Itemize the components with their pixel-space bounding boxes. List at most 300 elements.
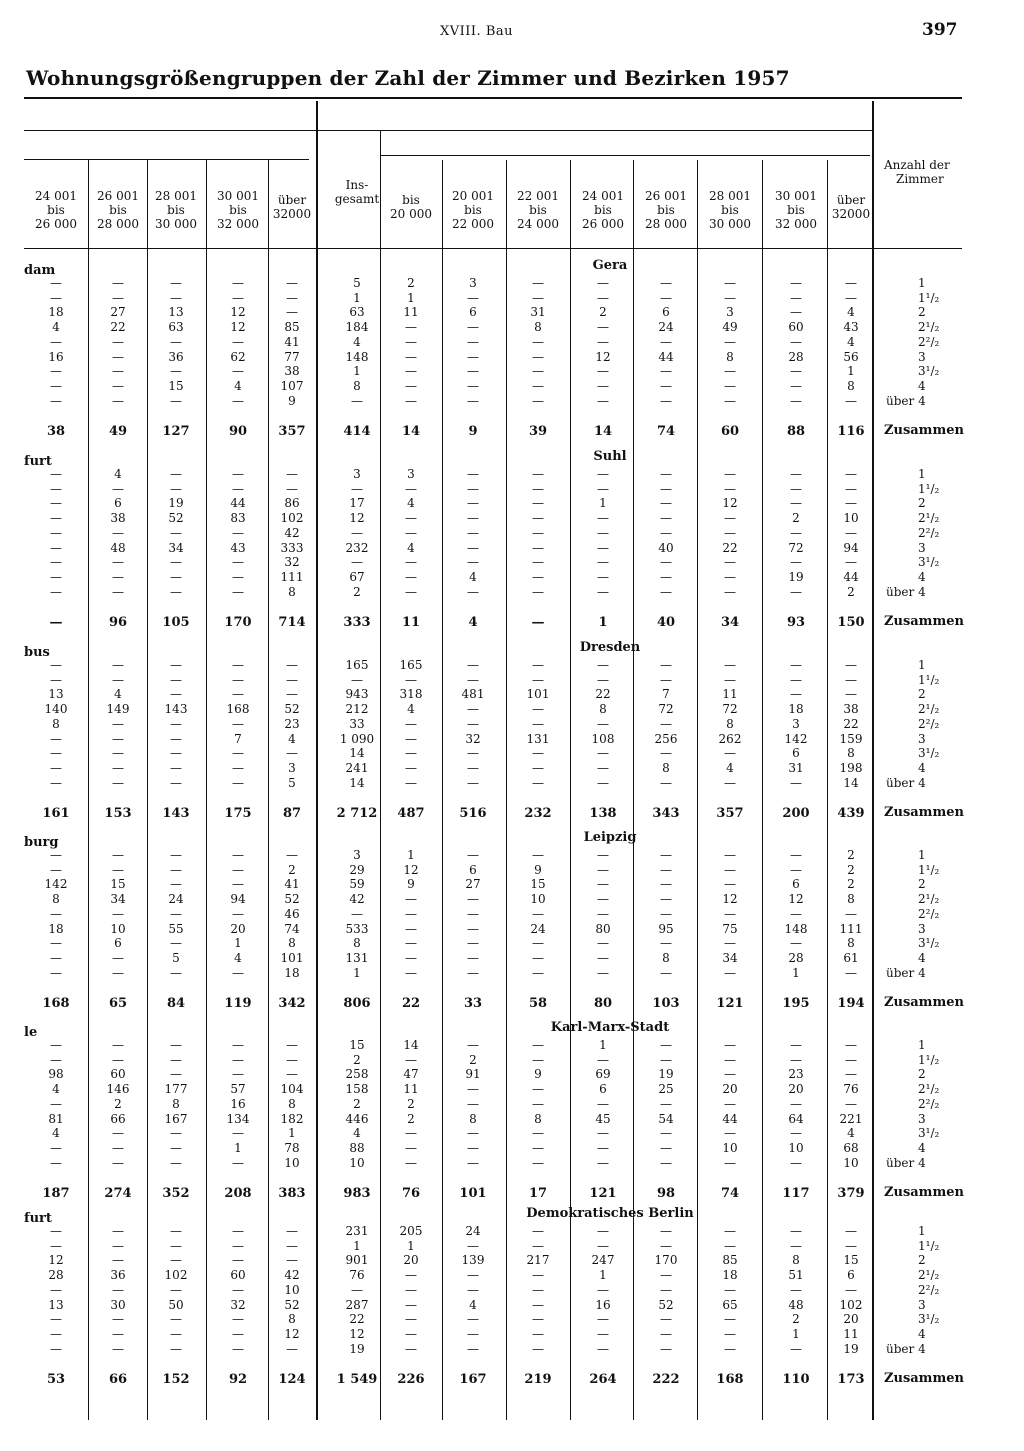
table-cell: — — [232, 481, 244, 496]
table-cell: — — [845, 687, 857, 702]
table-cell: 18 — [722, 1268, 738, 1283]
table-cell: 8 — [792, 1253, 800, 1268]
table-cell: 52 — [284, 1297, 300, 1312]
table-cell: 1 — [847, 364, 855, 379]
table-cell: — — [467, 1341, 479, 1356]
table-cell: 11 — [403, 305, 419, 320]
table-cell: — — [790, 1038, 802, 1052]
table-cell: 29 — [349, 862, 365, 877]
column-header-line: über — [277, 193, 307, 207]
table-cell: 72 — [658, 702, 674, 717]
table-cell: 41 — [284, 334, 300, 349]
table-cell: 481 — [461, 687, 485, 702]
column-header-line: gesamt — [334, 192, 380, 206]
table-cell: 8 — [288, 1096, 296, 1111]
table-cell: — — [405, 481, 417, 496]
table-cell: — — [112, 760, 124, 775]
row-label: 4 — [918, 378, 926, 393]
table-cell: 60 — [788, 320, 804, 335]
row-label: 2²/₂ — [918, 1096, 940, 1111]
table-cell: — — [790, 658, 802, 672]
table-cell: — — [467, 1312, 479, 1327]
table-cell: 33 — [349, 716, 365, 731]
table-cell: — — [50, 584, 62, 599]
table-cell: 78 — [284, 1140, 300, 1155]
table-cell: 198 — [839, 760, 863, 775]
column-header-line: über — [836, 193, 866, 207]
table-cell: — — [724, 290, 736, 305]
table-cell: — — [170, 525, 182, 540]
table-cell: — — [790, 1155, 802, 1170]
table-cell: — — [532, 467, 544, 481]
table-cell: — — [660, 378, 672, 393]
row-label: 1 — [918, 1038, 926, 1052]
table-cell: — — [405, 936, 417, 951]
table-cell: 170 — [654, 1253, 678, 1268]
table-cell: — — [790, 848, 802, 862]
row-label: über 4 — [886, 1341, 926, 1356]
total-cell: 357 — [716, 806, 744, 822]
column-header-line: 30 000 — [155, 217, 197, 231]
table-cell: — — [845, 496, 857, 511]
table-cell: 24 — [658, 320, 674, 335]
table-cell: — — [50, 950, 62, 965]
table-cell: — — [351, 555, 363, 570]
table-cell: 1 — [353, 1238, 361, 1253]
table-cell: — — [532, 658, 544, 672]
table-cell: — — [405, 1268, 417, 1283]
total-cell: 105 — [162, 615, 190, 631]
table-cell: 31 — [788, 760, 804, 775]
table-cell: 8 — [847, 746, 855, 761]
table-cell: 12 — [48, 1253, 64, 1268]
table-cell: 9 — [288, 393, 296, 408]
section-left-label: dam — [24, 263, 56, 278]
total-cell: 168 — [716, 1372, 744, 1388]
table-cell: — — [532, 540, 544, 555]
table-cell: — — [467, 584, 479, 599]
table-cell: — — [532, 1140, 544, 1155]
table-cell: — — [532, 1126, 544, 1141]
table-cell: — — [112, 378, 124, 393]
table-cell: — — [532, 290, 544, 305]
table-cell: — — [845, 672, 857, 687]
total-cell: 983 — [343, 1186, 371, 1202]
table-cell: 4 — [726, 760, 734, 775]
table-cell: — — [405, 950, 417, 965]
table-cell: — — [112, 862, 124, 877]
table-cell: 12 — [788, 892, 804, 907]
table-cell: 13 — [48, 1297, 64, 1312]
column-header-line: 32000 — [272, 207, 312, 221]
page-number: 397 — [922, 20, 958, 40]
table-cell: — — [660, 555, 672, 570]
table-cell: — — [467, 467, 479, 481]
total-cell: 80 — [593, 996, 613, 1012]
table-cell: 88 — [349, 1140, 365, 1155]
section-left-label: le — [24, 1025, 38, 1040]
table-cell: — — [790, 481, 802, 496]
row-label: 2²/₂ — [918, 716, 940, 731]
table-cell: — — [467, 702, 479, 717]
table-cell: — — [50, 1038, 62, 1052]
table-cell: — — [467, 906, 479, 921]
table-cell: — — [532, 702, 544, 717]
table-cell: 15 — [843, 1253, 859, 1268]
table-cell: 22 — [722, 540, 738, 555]
table-cell: 8 — [534, 320, 542, 335]
table-cell: 91 — [465, 1067, 481, 1082]
table-cell: 74 — [284, 921, 300, 936]
table-cell: 4 — [407, 540, 415, 555]
table-cell: 8 — [847, 936, 855, 951]
table-cell: 66 — [110, 1111, 126, 1126]
table-cell: 159 — [839, 731, 863, 746]
total-cell: 66 — [108, 1372, 128, 1388]
table-cell: 158 — [345, 1082, 369, 1097]
table-cell: 1 — [353, 965, 361, 980]
table-cell: — — [467, 525, 479, 540]
table-cell: 2 — [847, 862, 855, 877]
table-cell: — — [724, 1067, 736, 1082]
table-cell: 2 — [407, 276, 415, 290]
column-header-line: 26 001 — [97, 189, 139, 203]
table-cell: — — [532, 496, 544, 511]
total-cell: 152 — [162, 1372, 190, 1388]
table-cell: 6 — [469, 862, 477, 877]
column-header — [573, 189, 633, 231]
table-cell: 134 — [226, 1111, 250, 1126]
total-cell: 2 712 — [336, 806, 378, 822]
table-cell: — — [170, 687, 182, 702]
table-cell: 111 — [280, 569, 304, 584]
table-cell: — — [232, 1126, 244, 1141]
table-cell: — — [170, 584, 182, 599]
table-cell: — — [50, 555, 62, 570]
table-cell: 1 — [234, 1140, 242, 1155]
total-cell: 138 — [589, 806, 617, 822]
table-cell: — — [597, 555, 609, 570]
total-label: Zusammen — [884, 423, 964, 439]
table-cell: — — [170, 1155, 182, 1170]
table-cell: — — [467, 290, 479, 305]
table-cell: 61 — [843, 950, 859, 965]
table-cell: — — [467, 378, 479, 393]
table-cell: — — [50, 511, 62, 526]
table-cell: — — [112, 525, 124, 540]
table-cell: — — [50, 364, 62, 379]
table-cell: 11 — [403, 1082, 419, 1097]
table-cell: 9 — [407, 877, 415, 892]
table-cell: — — [660, 877, 672, 892]
table-cell: — — [724, 364, 736, 379]
table-cell: — — [790, 1052, 802, 1067]
table-cell: 65 — [722, 1297, 738, 1312]
column-header-line: 26 000 — [582, 217, 624, 231]
table-cell: 38 — [110, 511, 126, 526]
table-cell: 98 — [48, 1067, 64, 1082]
table-cell: — — [467, 393, 479, 408]
column-header — [208, 189, 268, 231]
total-cell: 439 — [837, 806, 865, 822]
table-cell: 22 — [595, 687, 611, 702]
table-cell: 9 — [534, 862, 542, 877]
table-cell: 38 — [284, 364, 300, 379]
column-header — [26, 189, 86, 231]
table-cell: — — [845, 1238, 857, 1253]
table-cell: — — [112, 1312, 124, 1327]
table-cell: 5 — [172, 950, 180, 965]
table-cell: 149 — [106, 702, 130, 717]
column-header-line: bis — [402, 193, 420, 207]
total-cell: 117 — [782, 1186, 810, 1202]
table-cell: 60 — [110, 1067, 126, 1082]
table-cell: — — [724, 511, 736, 526]
table-cell: — — [597, 290, 609, 305]
table-cell: — — [170, 1312, 182, 1327]
table-cell: — — [170, 862, 182, 877]
table-cell: 23 — [284, 716, 300, 731]
table-cell: — — [232, 1038, 244, 1052]
table-cell: — — [232, 775, 244, 790]
table-cell: 14 — [403, 1038, 419, 1052]
row-label: 4 — [918, 760, 926, 775]
row-label: 2 — [918, 877, 926, 892]
table-cell: — — [50, 378, 62, 393]
table-cell: 1 — [407, 848, 415, 862]
total-cell: 60 — [720, 424, 740, 440]
table-cell: — — [660, 672, 672, 687]
row-label: 1¹/₂ — [918, 1052, 940, 1067]
table-cell: — — [845, 393, 857, 408]
table-cell: — — [532, 760, 544, 775]
table-cell: — — [660, 848, 672, 862]
table-cell: — — [790, 1341, 802, 1356]
table-cell: — — [724, 276, 736, 290]
table-cell: 75 — [722, 921, 738, 936]
table-cell: — — [50, 290, 62, 305]
table-cell: 3 — [353, 848, 361, 862]
table-cell: — — [50, 481, 62, 496]
table-cell: — — [232, 848, 244, 862]
total-cell: 274 — [104, 1186, 132, 1202]
section-title: Suhl — [593, 449, 627, 464]
table-cell: — — [50, 1140, 62, 1155]
table-cell: — — [170, 467, 182, 481]
total-cell: 1 — [598, 615, 608, 631]
table-cell: — — [845, 1096, 857, 1111]
section-title: Dresden — [579, 640, 641, 655]
table-cell: — — [724, 1052, 736, 1067]
table-cell: — — [467, 1282, 479, 1297]
table-cell: — — [50, 862, 62, 877]
table-cell: — — [232, 1155, 244, 1170]
table-cell: 19 — [843, 1341, 859, 1356]
table-cell: — — [405, 364, 417, 379]
table-cell: — — [405, 1326, 417, 1341]
table-cell: — — [467, 936, 479, 951]
table-cell: 45 — [595, 1111, 611, 1126]
table-cell: 446 — [345, 1111, 369, 1126]
table-cell: 17 — [349, 496, 365, 511]
table-cell: — — [532, 936, 544, 951]
table-cell: 142 — [44, 877, 68, 892]
table-cell: — — [597, 276, 609, 290]
table-cell: 43 — [230, 540, 246, 555]
table-cell: — — [845, 481, 857, 496]
table-cell: — — [170, 658, 182, 672]
table-cell: — — [790, 334, 802, 349]
table-cell: — — [405, 921, 417, 936]
column-header-line: bis — [787, 203, 805, 217]
table-cell: — — [597, 862, 609, 877]
table-cell: — — [112, 1326, 124, 1341]
table-cell: 7 — [234, 731, 242, 746]
table-cell: 28 — [788, 349, 804, 364]
table-cell: — — [467, 349, 479, 364]
table-cell: — — [790, 525, 802, 540]
table-cell: — — [845, 276, 857, 290]
column-header-line: 28 001 — [709, 189, 751, 203]
table-cell: — — [467, 1096, 479, 1111]
table-cell: 60 — [230, 1268, 246, 1283]
table-cell: — — [660, 1096, 672, 1111]
table-cell: 8 — [288, 936, 296, 951]
total-cell: 1 549 — [336, 1372, 378, 1388]
total-cell: 383 — [278, 1186, 306, 1202]
table-cell: — — [532, 481, 544, 496]
table-cell: — — [532, 1326, 544, 1341]
table-cell: — — [660, 1140, 672, 1155]
table-cell: 2 — [353, 1096, 361, 1111]
table-cell: — — [50, 393, 62, 408]
table-cell: — — [286, 1067, 298, 1082]
table-cell: 14 — [349, 746, 365, 761]
table-cell: — — [467, 775, 479, 790]
table-cell: — — [597, 364, 609, 379]
table-cell: — — [532, 1312, 544, 1327]
table-cell: 108 — [591, 731, 615, 746]
table-cell: — — [660, 1224, 672, 1238]
table-cell: — — [50, 1052, 62, 1067]
row-label: 1¹/₂ — [918, 672, 940, 687]
column-divider — [570, 160, 571, 1420]
table-cell: 28 — [788, 950, 804, 965]
table-cell: — — [467, 848, 479, 862]
table-cell: 167 — [164, 1111, 188, 1126]
table-cell: — — [597, 1155, 609, 1170]
table-cell: — — [112, 349, 124, 364]
total-cell: 119 — [224, 996, 252, 1012]
table-cell: — — [405, 555, 417, 570]
table-cell: 10 — [110, 921, 126, 936]
table-cell: 48 — [788, 1297, 804, 1312]
table-cell: 165 — [399, 658, 423, 672]
table-cell: — — [50, 276, 62, 290]
table-cell: 1 — [234, 936, 242, 951]
table-cell: — — [286, 1238, 298, 1253]
total-cell: 414 — [343, 424, 371, 440]
table-cell: 10 — [530, 892, 546, 907]
table-cell: — — [112, 290, 124, 305]
table-cell: — — [724, 1238, 736, 1253]
total-cell: 127 — [162, 424, 190, 440]
table-cell: — — [112, 481, 124, 496]
table-cell: — — [845, 906, 857, 921]
table-cell: — — [351, 481, 363, 496]
section-left-label: bus — [24, 645, 50, 660]
table-cell: — — [532, 1096, 544, 1111]
table-cell: 1 — [407, 1238, 415, 1253]
table-cell: — — [50, 1326, 62, 1341]
total-cell: 222 — [652, 1372, 680, 1388]
table-cell: 139 — [461, 1253, 485, 1268]
table-cell: — — [660, 1038, 672, 1052]
table-cell: 22 — [110, 320, 126, 335]
table-cell: — — [405, 892, 417, 907]
table-cell: 241 — [345, 760, 369, 775]
table-cell: — — [50, 496, 62, 511]
row-label: 2²/₂ — [918, 334, 940, 349]
column-header-line: bis — [721, 203, 739, 217]
table-cell: — — [532, 378, 544, 393]
total-cell: 175 — [224, 806, 252, 822]
row-label: 2 — [918, 1067, 926, 1082]
table-cell: — — [532, 276, 544, 290]
table-cell: — — [170, 276, 182, 290]
row-label: 1 — [918, 1224, 926, 1238]
table-cell: — — [724, 555, 736, 570]
table-cell: 143 — [164, 702, 188, 717]
table-cell: — — [660, 746, 672, 761]
table-cell: 8 — [726, 349, 734, 364]
total-cell: 116 — [837, 424, 865, 440]
table-cell: — — [405, 334, 417, 349]
table-cell: — — [405, 1126, 417, 1141]
table-cell: 8 — [662, 950, 670, 965]
table-cell: 36 — [168, 349, 184, 364]
table-cell: 28 — [48, 1268, 64, 1283]
row-label: 1 — [918, 848, 926, 862]
table-cell: — — [790, 775, 802, 790]
table-cell: 1 — [792, 1326, 800, 1341]
table-cell: — — [405, 672, 417, 687]
table-cell: — — [232, 290, 244, 305]
table-cell: — — [597, 1326, 609, 1341]
row-label: 3 — [918, 1297, 926, 1312]
room-col-header: Anzahl der — [884, 158, 950, 172]
table-cell: — — [170, 393, 182, 408]
column-header-line: 24 001 — [582, 189, 624, 203]
row-label: 4 — [918, 569, 926, 584]
total-cell: 14 — [401, 424, 421, 440]
table-cell: 287 — [345, 1297, 369, 1312]
table-cell: — — [405, 1155, 417, 1170]
table-cell: — — [597, 965, 609, 980]
table-cell: — — [845, 658, 857, 672]
row-label: 2 — [918, 687, 926, 702]
table-cell: — — [112, 1253, 124, 1268]
table-cell: — — [50, 1341, 62, 1356]
table-cell: 165 — [345, 658, 369, 672]
table-cell: 2 — [599, 305, 607, 320]
table-cell: 1 — [599, 1038, 607, 1052]
table-cell: 22 — [843, 716, 859, 731]
table-cell: — — [724, 1126, 736, 1141]
table-cell: — — [286, 305, 298, 320]
table-cell: 14 — [843, 775, 859, 790]
table-cell: — — [845, 1067, 857, 1082]
